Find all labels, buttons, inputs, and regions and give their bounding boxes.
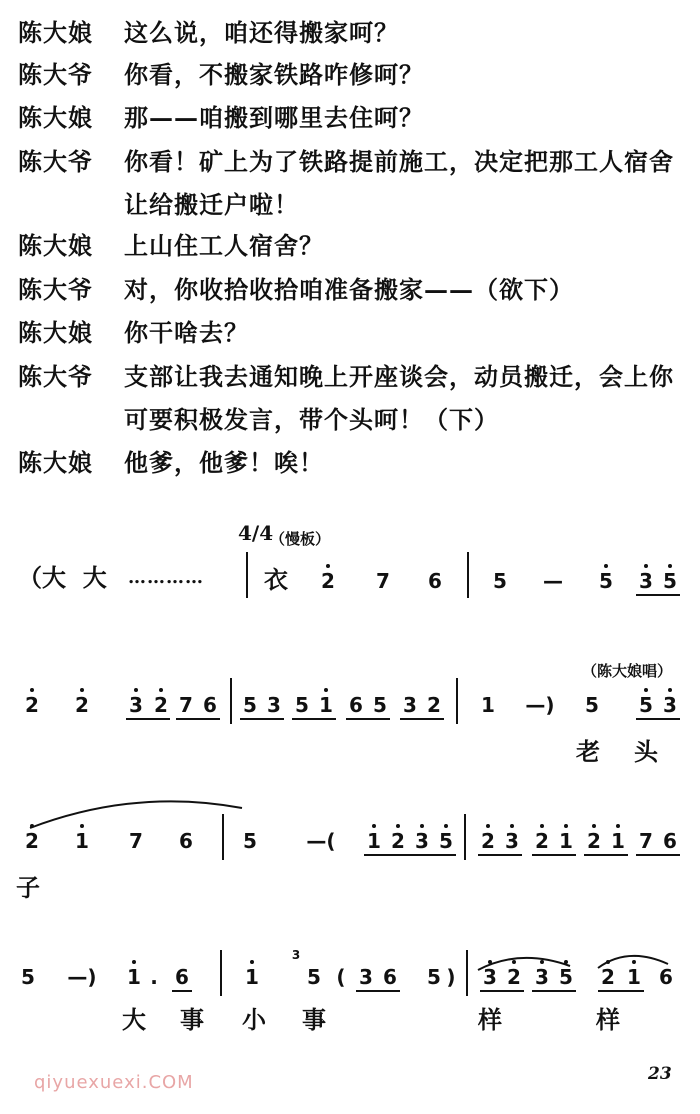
octave-dot-high [396, 824, 400, 828]
speaker-label: 陈大爷 [18, 362, 93, 391]
octave-dot-high [444, 824, 448, 828]
octave-dot-high [420, 824, 424, 828]
octave-dot-high [632, 960, 636, 964]
beam-underline [478, 854, 522, 856]
note: 1 [481, 693, 495, 717]
octave-dot-high [80, 688, 84, 692]
note: 5 [21, 965, 35, 989]
note: 5 [493, 569, 507, 593]
note: 3 [403, 693, 417, 717]
octave-dot-high [80, 824, 84, 828]
beam-underline [598, 990, 644, 992]
note: 2 [154, 693, 168, 717]
speaker-label: 陈大娘 [18, 231, 93, 260]
note: 6 [659, 965, 673, 989]
lyric-char: 样 [478, 1005, 502, 1034]
watermark: qiyuexuexi.COM [34, 1072, 194, 1093]
note: 2 [507, 965, 521, 989]
note: 2 [481, 829, 495, 853]
note: 2 [391, 829, 405, 853]
note: 6 [428, 569, 442, 593]
bar-line [464, 814, 466, 860]
octave-dot-high [668, 688, 672, 692]
line-text: 他爹，他爹！唉！ [124, 448, 324, 477]
note: 2 [535, 829, 549, 853]
beam-underline [176, 718, 220, 720]
bar-line [456, 678, 458, 724]
note: 6 [663, 829, 677, 853]
octave-dot-high [606, 960, 610, 964]
lyric-char: 大 [122, 1005, 146, 1034]
beam-underline [172, 990, 192, 992]
beam-underline [636, 854, 680, 856]
note: 3 [639, 569, 653, 593]
beam-underline [532, 990, 576, 992]
octave-dot-high [134, 688, 138, 692]
note: 2 [25, 829, 39, 853]
octave-dot-high [644, 564, 648, 568]
note: 6 [175, 965, 189, 989]
lyric-char: 小 [242, 1005, 266, 1034]
speaker-label: 陈大爷 [18, 275, 93, 304]
note: 5 [559, 965, 573, 989]
note: 3 [129, 693, 143, 717]
note: 5 [599, 569, 613, 593]
speaker-label: 陈大娘 [18, 448, 93, 477]
octave-dot-high [510, 824, 514, 828]
speaker-label: 陈大爷 [18, 60, 93, 89]
note: 5 [439, 829, 453, 853]
note: 3 [535, 965, 549, 989]
octave-dot-high [250, 960, 254, 964]
octave-dot-high [30, 688, 34, 692]
note: 1 [367, 829, 381, 853]
note: 3 [505, 829, 519, 853]
beam-underline [126, 718, 170, 720]
line-text: 支部让我去通知晚上开座谈会，动员搬迁，会上你 [124, 362, 674, 391]
note: 1 [627, 965, 641, 989]
note: 7 [376, 569, 390, 593]
bar-line [230, 678, 232, 724]
lyric-char: 样 [596, 1005, 620, 1034]
beam-underline [364, 854, 456, 856]
lyric-char: 老 [576, 737, 600, 766]
octave-dot-high [540, 824, 544, 828]
line-text: 那——咱搬到哪里去住呵？ [124, 103, 424, 132]
note: 2 [427, 693, 441, 717]
octave-dot-high [564, 960, 568, 964]
beam-underline [584, 854, 628, 856]
speaker-label: 陈大娘 [18, 318, 93, 347]
octave-dot-high [326, 564, 330, 568]
lyric-char: 头 [634, 737, 658, 766]
line-text: 你看！矿上为了铁路提前施工，决定把那工人宿舍 [124, 147, 674, 176]
octave-dot-high [132, 960, 136, 964]
note: 1 [559, 829, 573, 853]
line-text: 让给搬迁户啦！ [124, 190, 299, 219]
octave-dot-high [488, 960, 492, 964]
beam-underline [356, 990, 400, 992]
time-signature: 4/4 [238, 521, 274, 545]
note: 6 [383, 965, 397, 989]
octave-dot-high [644, 688, 648, 692]
octave-dot-high [372, 824, 376, 828]
note: 5 [663, 569, 677, 593]
note-extend: —) [525, 693, 555, 717]
note-extend: — [543, 569, 563, 593]
slur-arc [30, 801, 242, 828]
octave-dot-high [324, 688, 328, 692]
lyric-char: 衣 [264, 565, 288, 594]
note: 7 [129, 829, 143, 853]
note: 3 [415, 829, 429, 853]
note: 3 [663, 693, 677, 717]
note: 2 [587, 829, 601, 853]
lyric-char: 事 [180, 1005, 204, 1034]
note: 2 [601, 965, 615, 989]
octave-dot-high [604, 564, 608, 568]
note: 1 [75, 829, 89, 853]
note: 1 [611, 829, 625, 853]
note: 5 [639, 693, 653, 717]
singer-mark: （陈大娘唱） [582, 662, 673, 680]
bar-line [466, 950, 468, 996]
grace-note: 3 [291, 948, 301, 962]
note: 5 [243, 829, 257, 853]
note: 2 [321, 569, 335, 593]
octave-dot-high [564, 824, 568, 828]
line-text: 你干啥去？ [124, 318, 249, 347]
octave-dot-high [30, 824, 34, 828]
note: 1 [127, 965, 141, 989]
octave-dot-high [616, 824, 620, 828]
line-text: 这么说，咱还得搬家呵？ [124, 18, 399, 47]
speaker-label: 陈大爷 [18, 147, 93, 176]
note: 3 [359, 965, 373, 989]
note: 3 [483, 965, 497, 989]
note: 5 [427, 965, 441, 989]
tempo-mark: （慢板） [270, 530, 331, 548]
note: 6 [349, 693, 363, 717]
dot-augment: . [150, 965, 158, 989]
note-extend: —) [67, 965, 97, 989]
note: 7 [179, 693, 193, 717]
line-text: 可要积极发言，带个头呵！（下） [124, 405, 499, 434]
beam-underline [292, 718, 336, 720]
bar-line [222, 814, 224, 860]
beam-underline [400, 718, 444, 720]
octave-dot-high [668, 564, 672, 568]
bar-line [246, 552, 248, 598]
note-extend: —( [306, 829, 336, 853]
note: 6 [179, 829, 193, 853]
note: 1 [245, 965, 259, 989]
note: 5 [373, 693, 387, 717]
note: 5 [295, 693, 309, 717]
lyric-char: 事 [302, 1005, 326, 1034]
paren: ( [336, 965, 346, 989]
lyric-char: 子 [16, 873, 40, 902]
note: 2 [25, 693, 39, 717]
note: 7 [639, 829, 653, 853]
line-text: 你看，不搬家铁路咋修呵？ [124, 60, 424, 89]
note: 5 [585, 693, 599, 717]
paren: ) [446, 965, 456, 989]
intro-dots: ………… [128, 567, 204, 588]
bar-line [220, 950, 222, 996]
line-text: 对，你收拾收拾咱准备搬家——（欲下） [124, 275, 574, 304]
beam-underline [636, 718, 680, 720]
octave-dot-high [512, 960, 516, 964]
note: 5 [307, 965, 321, 989]
beam-underline [480, 990, 524, 992]
octave-dot-high [486, 824, 490, 828]
octave-dot-high [540, 960, 544, 964]
line-text: 上山住工人宿舍？ [124, 231, 324, 260]
beam-underline [532, 854, 576, 856]
beam-underline [636, 594, 680, 596]
note: 2 [75, 693, 89, 717]
beam-underline [346, 718, 390, 720]
note: 3 [267, 693, 281, 717]
page-number: 23 [648, 1064, 672, 1084]
bar-line [467, 552, 469, 598]
intro-text: （大 大 [18, 563, 107, 592]
speaker-label: 陈大娘 [18, 103, 93, 132]
beam-underline [240, 718, 284, 720]
octave-dot-high [592, 824, 596, 828]
octave-dot-high [159, 688, 163, 692]
note: 1 [319, 693, 333, 717]
note: 6 [203, 693, 217, 717]
speaker-label: 陈大娘 [18, 18, 93, 47]
note: 5 [243, 693, 257, 717]
